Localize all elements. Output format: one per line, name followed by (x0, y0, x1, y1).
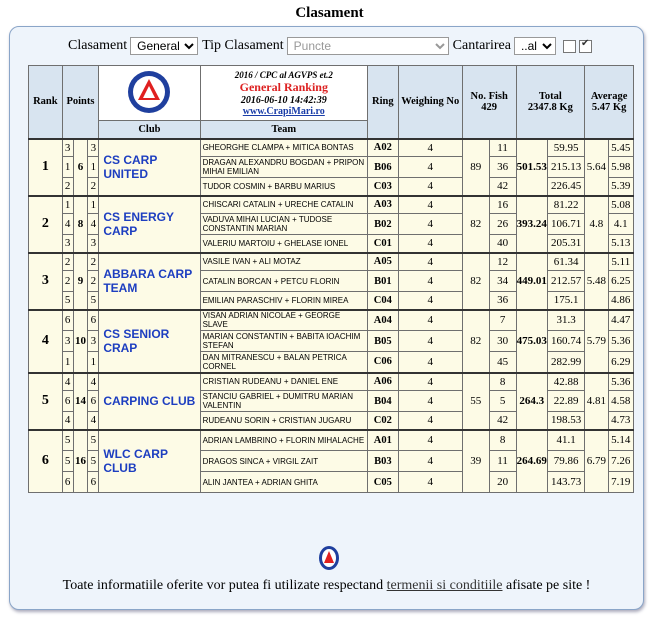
fish-cell: 12 (489, 253, 516, 271)
ring-cell: B03 (368, 451, 399, 472)
kg-cell: 42.88 (548, 373, 585, 391)
ring-cell: B01 (368, 271, 399, 292)
place-cell: 4 (88, 412, 99, 430)
fish-cell: 11 (489, 451, 516, 472)
club-fish-cell: 82 (462, 253, 489, 310)
team-name: GHEORGHE CLAMPA + MITICA BONTAS (200, 139, 367, 157)
team-name: DRAGAN ALEXANDRU BOGDAN + PRIPON MIHAI EMILIAN (200, 157, 367, 178)
kg-cell: 282.99 (548, 352, 585, 373)
club-logo-cell (99, 66, 200, 121)
avg-cell: 6.29 (608, 352, 633, 373)
rank-cell: 5 (29, 373, 63, 430)
club-total-cell: 393.24 (516, 196, 548, 253)
weighing-cell: 4 (398, 472, 462, 493)
place-cell: 1 (62, 196, 73, 214)
place-cell: 1 (88, 157, 99, 178)
rank-cell: 4 (29, 310, 63, 373)
place-cell: 3 (88, 139, 99, 157)
weighing-cell: 4 (398, 310, 462, 331)
header-average: Average 5.47 Kg (585, 66, 634, 139)
ring-cell: A04 (368, 310, 399, 331)
weighing-cell: 4 (398, 235, 462, 253)
place-cell: 2 (88, 253, 99, 271)
ring-cell: C06 (368, 352, 399, 373)
place-cell: 2 (62, 253, 73, 271)
club-avg-cell: 5.48 (585, 253, 608, 310)
weighing-cell: 4 (398, 430, 462, 451)
avg-cell: 5.14 (608, 430, 633, 451)
points-cell: 8 (73, 196, 88, 253)
club-name: WLC CARP CLUB (99, 430, 200, 493)
kg-cell: 160.74 (548, 331, 585, 352)
rank-cell: 3 (29, 253, 63, 310)
team-name: VISAN ADRIAN NICOLAE + GEORGE SLAVE (200, 310, 367, 331)
table-row (29, 196, 634, 214)
place-cell: 4 (62, 412, 73, 430)
place-cell: 5 (62, 430, 73, 451)
club-fish-cell: 55 (462, 373, 489, 430)
club-total-cell: 475.03 (516, 310, 548, 373)
club-avg-cell: 4.8 (585, 196, 608, 253)
ring-cell: B04 (368, 391, 399, 412)
tip-clasament-label: Tip Clasament (202, 38, 284, 53)
avg-cell: 5.11 (608, 253, 633, 271)
weighing-cell: 4 (398, 412, 462, 430)
ring-cell: A01 (368, 430, 399, 451)
table-row (29, 430, 634, 451)
place-cell: 3 (62, 235, 73, 253)
club-total-cell: 264.69 (516, 430, 548, 493)
place-cell: 4 (62, 214, 73, 235)
avg-cell: 5.36 (608, 373, 633, 391)
team-name: CHISCARI CATALIN + URECHE CATALIN (200, 196, 367, 214)
avg-cell: 5.08 (608, 196, 633, 214)
place-cell: 6 (62, 310, 73, 331)
fish-cell: 11 (489, 139, 516, 157)
place-cell: 3 (62, 139, 73, 157)
kg-cell: 59.95 (548, 139, 585, 157)
fish-cell: 45 (489, 352, 516, 373)
kg-cell: 143.73 (548, 472, 585, 493)
avg-cell: 7.26 (608, 451, 633, 472)
ranking-panel (9, 26, 644, 610)
place-cell: 5 (88, 430, 99, 451)
avg-cell: 4.58 (608, 391, 633, 412)
weighing-cell: 4 (398, 253, 462, 271)
club-fish-cell: 82 (462, 196, 489, 253)
team-name: VASILE IVAN + ALI MOTAZ (200, 253, 367, 271)
kg-cell: 212.57 (548, 271, 585, 292)
team-name: STANCIU GABRIEL + DUMITRU MARIAN VALENTIN (200, 391, 367, 412)
club-fish-cell: 39 (462, 430, 489, 493)
team-name: CATALIN BORCAN + PETCU FLORIN (200, 271, 367, 292)
footer-text: Toate informatiile oferite vor putea fi utilizate respectand termenii si conditiile afisate pe site ! (62, 578, 591, 593)
points-cell: 14 (73, 373, 88, 430)
club-avg-cell: 5.64 (585, 139, 608, 196)
fish-cell: 36 (489, 157, 516, 178)
team-name: ADRIAN LAMBRINO + FLORIN MIHALACHE (200, 430, 367, 451)
fish-cell: 26 (489, 214, 516, 235)
points-cell: 9 (73, 253, 88, 310)
weighing-cell: 4 (398, 157, 462, 178)
ring-cell: C02 (368, 412, 399, 430)
page-title: Clasament (295, 5, 364, 21)
filter-bar (68, 37, 592, 55)
place-cell: 5 (62, 451, 73, 472)
avg-cell: 5.13 (608, 235, 633, 253)
kg-cell: 205.31 (548, 235, 585, 253)
fish-cell: 8 (489, 430, 516, 451)
avg-cell: 7.19 (608, 472, 633, 493)
kg-cell: 106.71 (548, 214, 585, 235)
kg-cell: 22.89 (548, 391, 585, 412)
place-cell: 2 (62, 271, 73, 292)
avg-cell: 4.73 (608, 412, 633, 430)
place-cell: 2 (88, 271, 99, 292)
weighing-cell: 4 (398, 292, 462, 310)
avg-cell: 4.1 (608, 214, 633, 235)
team-name: VADUVA MIHAI LUCIAN + TUDOSE CONSTANTIN MARIAN (200, 214, 367, 235)
table-row (29, 139, 634, 157)
ring-cell: C03 (368, 178, 399, 196)
ranking-body (29, 139, 634, 493)
points-cell: 16 (73, 430, 88, 493)
team-name: RUDEANU SORIN + CRISTIAN JUGARU (200, 412, 367, 430)
clasament-label: Clasament (68, 38, 128, 53)
event-logo-icon (126, 69, 172, 115)
weighing-cell: 4 (398, 214, 462, 235)
place-cell: 5 (62, 292, 73, 310)
ring-cell: B06 (368, 157, 399, 178)
event-name: 2016 / CPC al AGVPS et.2 (234, 69, 333, 80)
place-cell: 6 (88, 310, 99, 331)
place-cell: 3 (88, 235, 99, 253)
kg-cell: 175.1 (548, 292, 585, 310)
header-nofish: No. Fish 429 (462, 66, 516, 139)
terms-link[interactable]: termenii si conditiile (386, 578, 503, 593)
fish-cell: 36 (489, 292, 516, 310)
avg-cell: 5.98 (608, 157, 633, 178)
rank-cell: 1 (29, 139, 63, 196)
weighing-cell: 4 (398, 196, 462, 214)
place-cell: 5 (88, 292, 99, 310)
weighing-cell: 4 (398, 391, 462, 412)
cantarirea-select[interactable] (514, 37, 556, 55)
fish-cell: 42 (489, 178, 516, 196)
event-site-link[interactable]: www.CrapiMari.ro (242, 105, 325, 117)
fish-cell: 42 (489, 412, 516, 430)
ring-cell: C05 (368, 472, 399, 493)
rank-cell: 6 (29, 430, 63, 493)
club-fish-cell: 82 (462, 310, 489, 373)
club-name: CS CARP UNITED (99, 139, 200, 196)
place-cell: 1 (88, 196, 99, 214)
checkbox-1[interactable] (563, 40, 576, 53)
header-total: Total 2347.8 Kg (516, 66, 585, 139)
place-cell: 6 (62, 472, 73, 493)
ring-cell: B05 (368, 331, 399, 352)
fish-cell: 20 (489, 472, 516, 493)
team-name: MARIAN CONSTANTIN + BABITA IOACHIM STEFAN (200, 331, 367, 352)
ring-cell: C01 (368, 235, 399, 253)
points-cell: 10 (73, 310, 88, 373)
place-cell: 2 (62, 178, 73, 196)
team-name: TUDOR COSMIN + BARBU MARIUS (200, 178, 367, 196)
rank-cell: 2 (29, 196, 63, 253)
ring-cell: B02 (368, 214, 399, 235)
kg-cell: 198.53 (548, 412, 585, 430)
avg-cell: 4.47 (608, 310, 633, 331)
ring-cell: A03 (368, 196, 399, 214)
header-weighing: Weighing No (398, 66, 462, 139)
kg-cell: 215.13 (548, 157, 585, 178)
event-date: 2016-06-10 14:42:39 (240, 94, 327, 106)
team-name: DAN MITRANESCU + BALAN PETRICA CORNEL (200, 352, 367, 373)
weighing-cell: 4 (398, 352, 462, 373)
fish-cell: 16 (489, 196, 516, 214)
kg-cell: 226.45 (548, 178, 585, 196)
weighing-cell: 4 (398, 331, 462, 352)
club-name: CARPING CLUB (99, 373, 200, 430)
fish-cell: 7 (489, 310, 516, 331)
fish-cell: 40 (489, 235, 516, 253)
table-row (29, 310, 634, 331)
event-ranking-title: General Ranking (239, 79, 328, 94)
place-cell: 2 (88, 178, 99, 196)
kg-cell: 81.22 (548, 196, 585, 214)
points-cell: 6 (73, 139, 88, 196)
club-name: ABBARA CARP TEAM (99, 253, 200, 310)
table-row (29, 253, 634, 271)
team-name: ALIN JANTEA + ADRIAN GHITA (200, 472, 367, 493)
kg-cell: 79.86 (548, 451, 585, 472)
ring-cell: A02 (368, 139, 399, 157)
header-ring: Ring (368, 66, 399, 139)
header-team: Team (200, 121, 367, 139)
club-name: CS ENERGY CARP (99, 196, 200, 253)
place-cell: 3 (62, 331, 73, 352)
cantarirea-label: Cantarirea (452, 38, 511, 53)
place-cell: 1 (62, 352, 73, 373)
weighing-cell: 4 (398, 451, 462, 472)
club-avg-cell: 4.81 (585, 373, 608, 430)
team-name: CRISTIAN RUDEANU + DANIEL ENE (200, 373, 367, 391)
footer-logo-icon (318, 545, 340, 571)
clasament-select[interactable] (130, 37, 198, 55)
team-name: DRAGOS SINCA + VIRGIL ZAIT (200, 451, 367, 472)
place-cell: 1 (88, 352, 99, 373)
kg-cell: 61.34 (548, 253, 585, 271)
place-cell: 1 (62, 157, 73, 178)
header-points: Points (62, 66, 99, 139)
club-total-cell: 501.53 (516, 139, 548, 196)
place-cell: 4 (62, 373, 73, 391)
avg-cell: 5.39 (608, 178, 633, 196)
place-cell: 6 (88, 472, 99, 493)
place-cell: 6 (62, 391, 73, 412)
club-avg-cell: 6.79 (585, 430, 608, 493)
place-cell: 6 (88, 391, 99, 412)
fish-cell: 5 (489, 391, 516, 412)
checkbox-2[interactable] (579, 40, 592, 53)
header-rank: Rank (29, 66, 63, 139)
ring-cell: A06 (368, 373, 399, 391)
team-name: VALERIU MARTOIU + GHELASE IONEL (200, 235, 367, 253)
footer-logo (318, 545, 340, 576)
place-cell: 4 (88, 214, 99, 235)
place-cell: 5 (88, 451, 99, 472)
table-row (29, 373, 634, 391)
ring-cell: A05 (368, 253, 399, 271)
weighing-cell: 4 (398, 178, 462, 196)
weighing-cell: 4 (398, 373, 462, 391)
header-club: Club (99, 121, 200, 139)
tip-clasament-select[interactable] (287, 37, 449, 55)
fish-cell: 34 (489, 271, 516, 292)
avg-cell: 4.86 (608, 292, 633, 310)
club-name: CS SENIOR CRAP (99, 310, 200, 373)
place-cell: 3 (88, 331, 99, 352)
kg-cell: 31.3 (548, 310, 585, 331)
club-avg-cell: 5.79 (585, 310, 608, 373)
weighing-cell: 4 (398, 139, 462, 157)
team-name: EMILIAN PARASCHIV + FLORIN MIREA (200, 292, 367, 310)
avg-cell: 5.45 (608, 139, 633, 157)
fish-cell: 8 (489, 373, 516, 391)
kg-cell: 41.1 (548, 430, 585, 451)
avg-cell: 6.25 (608, 271, 633, 292)
ring-cell: C04 (368, 292, 399, 310)
club-fish-cell: 89 (462, 139, 489, 196)
ranking-table (28, 65, 634, 493)
avg-cell: 5.36 (608, 331, 633, 352)
weighing-cell: 4 (398, 271, 462, 292)
event-info (200, 66, 367, 121)
fish-cell: 30 (489, 331, 516, 352)
place-cell: 4 (88, 373, 99, 391)
club-total-cell: 449.01 (516, 253, 548, 310)
club-total-cell: 264.3 (516, 373, 548, 430)
